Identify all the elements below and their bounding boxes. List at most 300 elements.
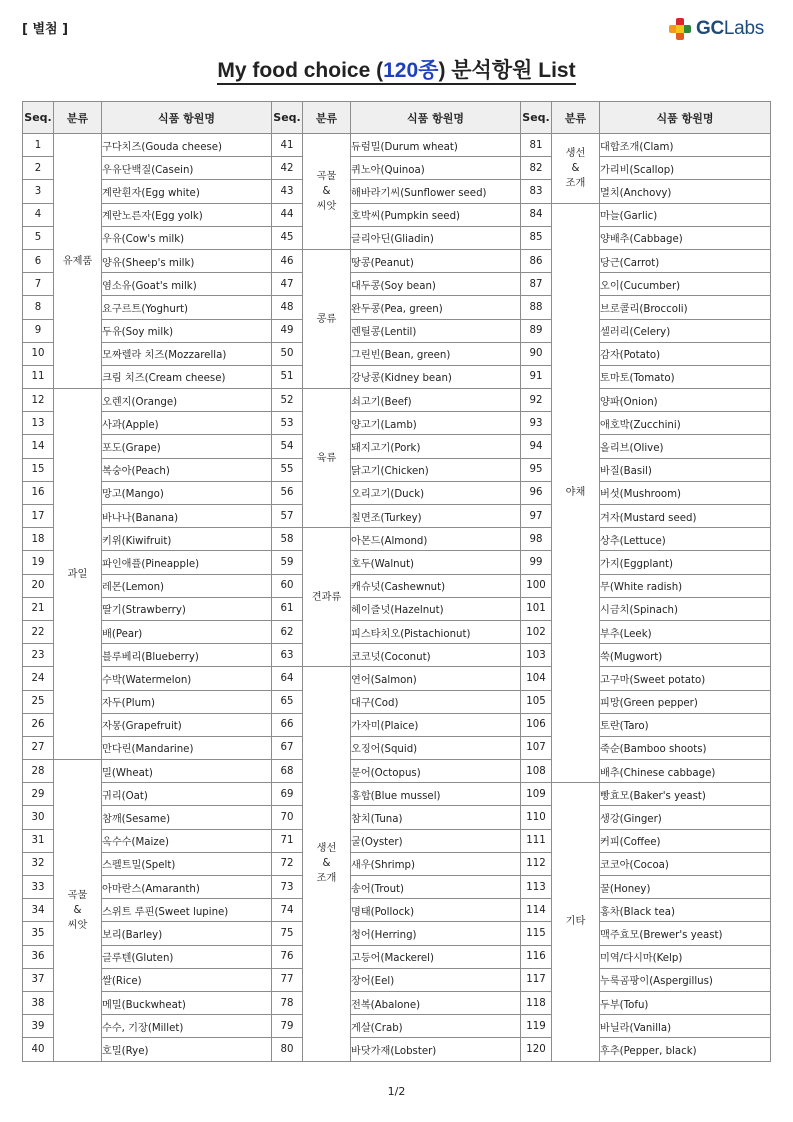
food-item-name: 완두콩(Pea, green) xyxy=(351,296,521,319)
food-item-name: 셀러리(Celery) xyxy=(600,319,771,342)
seq-cell: 53 xyxy=(272,412,303,435)
food-item-name: 부추(Leek) xyxy=(600,620,771,643)
food-item-name: 애호박(Zucchini) xyxy=(600,412,771,435)
category-label: 생선 xyxy=(565,147,586,159)
seq-cell: 97 xyxy=(521,505,552,528)
food-item-name: 참치(Tuna) xyxy=(351,806,521,829)
food-item-name: 바닐라(Vanilla) xyxy=(600,1015,771,1038)
seq-cell: 77 xyxy=(272,968,303,991)
food-item-name: 수수, 기장(Millet) xyxy=(102,1015,272,1038)
table-row xyxy=(23,899,771,922)
seq-cell: 101 xyxy=(521,597,552,620)
food-item-name: 배(Pear) xyxy=(102,620,272,643)
gc-labs-logo xyxy=(668,14,764,44)
food-item-name: 후추(Pepper, black) xyxy=(600,1038,771,1061)
category-cell xyxy=(303,667,351,1061)
food-item-name: 우유(Cow's milk) xyxy=(102,226,272,249)
category-label: 기타 xyxy=(565,916,586,928)
table-row xyxy=(23,922,771,945)
food-item-name: 크림 치즈(Cream cheese) xyxy=(102,365,272,388)
seq-cell: 50 xyxy=(272,342,303,365)
table-row xyxy=(23,319,771,342)
category-label: 생선 xyxy=(316,843,337,855)
table-row xyxy=(23,435,771,458)
table-row xyxy=(23,342,771,365)
food-item-name: 밀(Wheat) xyxy=(102,760,272,783)
category-label: 곡물 xyxy=(316,170,337,182)
food-item-name: 파인애플(Pineapple) xyxy=(102,551,272,574)
table-row xyxy=(23,574,771,597)
food-item-name: 피스타치오(Pistachionut) xyxy=(351,620,521,643)
table-row xyxy=(23,667,771,690)
table-row xyxy=(23,551,771,574)
food-item-name: 자두(Plum) xyxy=(102,690,272,713)
food-item-name: 칠면조(Turkey) xyxy=(351,505,521,528)
food-item-name: 홍차(Black tea) xyxy=(600,899,771,922)
header-seq: Seq. xyxy=(272,102,303,134)
food-item-name: 청어(Herring) xyxy=(351,922,521,945)
table-row xyxy=(23,458,771,481)
food-item-name: 계란노른자(Egg yolk) xyxy=(102,203,272,226)
table-row xyxy=(23,991,771,1014)
food-item-name: 옥수수(Maize) xyxy=(102,829,272,852)
seq-cell: 31 xyxy=(23,829,54,852)
table-row xyxy=(23,713,771,736)
category-cell xyxy=(54,389,102,760)
food-item-name: 고등어(Mackerel) xyxy=(351,945,521,968)
seq-cell: 69 xyxy=(272,783,303,806)
food-item-name: 스펠트밀(Spelt) xyxy=(102,852,272,875)
table-row xyxy=(23,1038,771,1061)
seq-cell: 21 xyxy=(23,597,54,620)
food-item-name: 아마란스(Amaranth) xyxy=(102,876,272,899)
food-item-name: 코코아(Cocoa) xyxy=(600,852,771,875)
logo-labs: Labs xyxy=(723,18,764,39)
food-item-name: 만다린(Mandarine) xyxy=(102,736,272,759)
seq-cell: 76 xyxy=(272,945,303,968)
food-item-name: 요구르트(Yoghurt) xyxy=(102,296,272,319)
food-item-name: 모짜렐라 치즈(Mozzarella) xyxy=(102,342,272,365)
food-item-name: 상추(Lettuce) xyxy=(600,528,771,551)
table-row xyxy=(23,806,771,829)
food-item-name: 그린빈(Bean, green) xyxy=(351,342,521,365)
seq-cell: 108 xyxy=(521,760,552,783)
seq-cell: 82 xyxy=(521,157,552,180)
category-cell xyxy=(54,134,102,389)
seq-cell: 28 xyxy=(23,760,54,783)
seq-cell: 16 xyxy=(23,481,54,504)
food-item-name: 블루베리(Blueberry) xyxy=(102,644,272,667)
food-item-name: 바닷가재(Lobster) xyxy=(351,1038,521,1061)
food-item-name: 감자(Potato) xyxy=(600,342,771,365)
food-item-name: 대합조개(Clam) xyxy=(600,134,771,157)
seq-cell: 40 xyxy=(23,1038,54,1061)
seq-cell: 57 xyxy=(272,505,303,528)
seq-cell: 70 xyxy=(272,806,303,829)
food-item-name: 마늘(Garlic) xyxy=(600,203,771,226)
food-item-name: 해바라기씨(Sunflower seed) xyxy=(351,180,521,203)
table-row xyxy=(23,968,771,991)
food-item-name: 두유(Soy milk) xyxy=(102,319,272,342)
category-label: & xyxy=(322,185,331,197)
seq-cell: 27 xyxy=(23,736,54,759)
table-row xyxy=(23,180,771,203)
seq-cell: 25 xyxy=(23,690,54,713)
seq-cell: 116 xyxy=(521,945,552,968)
seq-cell: 92 xyxy=(521,389,552,412)
table-row xyxy=(23,226,771,249)
food-item-name: 당근(Carrot) xyxy=(600,249,771,272)
seq-cell: 105 xyxy=(521,690,552,713)
seq-cell: 111 xyxy=(521,829,552,852)
food-item-name: 가자미(Plaice) xyxy=(351,713,521,736)
category-label: 야채 xyxy=(565,487,586,499)
food-item-name: 호두(Walnut) xyxy=(351,551,521,574)
seq-cell: 120 xyxy=(521,1038,552,1061)
seq-cell: 19 xyxy=(23,551,54,574)
food-item-name: 무(White radish) xyxy=(600,574,771,597)
food-item-name: 돼지고기(Pork) xyxy=(351,435,521,458)
food-item-name: 두부(Tofu) xyxy=(600,991,771,1014)
seq-cell: 42 xyxy=(272,157,303,180)
food-item-name: 빵효모(Baker's yeast) xyxy=(600,783,771,806)
seq-cell: 102 xyxy=(521,620,552,643)
food-item-name: 대구(Cod) xyxy=(351,690,521,713)
seq-cell: 29 xyxy=(23,783,54,806)
food-item-name: 포도(Grape) xyxy=(102,435,272,458)
category-label: 견과류 xyxy=(311,591,342,603)
food-item-name: 코코넛(Coconut) xyxy=(351,644,521,667)
food-item-name: 쌀(Rice) xyxy=(102,968,272,991)
table-row xyxy=(23,760,771,783)
food-item-name: 송어(Trout) xyxy=(351,876,521,899)
food-item-name: 토마토(Tomato) xyxy=(600,365,771,388)
food-item-name: 미역/다시마(Kelp) xyxy=(600,945,771,968)
food-item-name: 새우(Shrimp) xyxy=(351,852,521,875)
food-item-name: 메밀(Buckwheat) xyxy=(102,991,272,1014)
food-item-name: 멸치(Anchovy) xyxy=(600,180,771,203)
food-item-name: 호박씨(Pumpkin seed) xyxy=(351,203,521,226)
category-label: 조개 xyxy=(316,873,337,885)
seq-cell: 34 xyxy=(23,899,54,922)
table-row xyxy=(23,783,771,806)
table-row xyxy=(23,876,771,899)
seq-cell: 119 xyxy=(521,1015,552,1038)
food-item-name: 양유(Sheep's milk) xyxy=(102,249,272,272)
seq-cell: 51 xyxy=(272,365,303,388)
food-item-name: 오이(Cucumber) xyxy=(600,273,771,296)
header-seq: Seq. xyxy=(521,102,552,134)
seq-cell: 98 xyxy=(521,528,552,551)
food-item-name: 우유단백질(Casein) xyxy=(102,157,272,180)
seq-cell: 60 xyxy=(272,574,303,597)
category-cell xyxy=(303,249,351,388)
seq-cell: 33 xyxy=(23,876,54,899)
seq-cell: 78 xyxy=(272,991,303,1014)
food-item-name: 가지(Eggplant) xyxy=(600,551,771,574)
category-cell xyxy=(552,203,600,783)
table-row xyxy=(23,365,771,388)
seq-cell: 112 xyxy=(521,852,552,875)
food-item-name: 복숭아(Peach) xyxy=(102,458,272,481)
seq-cell: 2 xyxy=(23,157,54,180)
category-label: 씨앗 xyxy=(316,200,337,212)
food-item-name: 계란흰자(Egg white) xyxy=(102,180,272,203)
seq-cell: 36 xyxy=(23,945,54,968)
table-row xyxy=(23,412,771,435)
seq-cell: 99 xyxy=(521,551,552,574)
food-item-name: 키위(Kiwifruit) xyxy=(102,528,272,551)
food-item-name: 가리비(Scallop) xyxy=(600,157,771,180)
food-item-name: 시금치(Spinach) xyxy=(600,597,771,620)
table-row xyxy=(23,481,771,504)
seq-cell: 72 xyxy=(272,852,303,875)
seq-cell: 63 xyxy=(272,644,303,667)
food-item-name: 수박(Watermelon) xyxy=(102,667,272,690)
food-item-name: 토란(Taro) xyxy=(600,713,771,736)
page-number: 1/2 xyxy=(387,1085,406,1098)
seq-cell: 96 xyxy=(521,481,552,504)
category-label: 조개 xyxy=(565,177,586,189)
food-item-name: 연어(Salmon) xyxy=(351,667,521,690)
table-row xyxy=(23,597,771,620)
seq-cell: 89 xyxy=(521,319,552,342)
food-item-name: 글루텐(Gluten) xyxy=(102,945,272,968)
table-row xyxy=(23,249,771,272)
food-item-name: 쇠고기(Beef) xyxy=(351,389,521,412)
table-row xyxy=(23,203,771,226)
seq-cell: 15 xyxy=(23,458,54,481)
seq-cell: 80 xyxy=(272,1038,303,1061)
seq-cell: 55 xyxy=(272,458,303,481)
food-item-name: 호밀(Rye) xyxy=(102,1038,272,1061)
seq-cell: 68 xyxy=(272,760,303,783)
food-item-name: 양고기(Lamb) xyxy=(351,412,521,435)
seq-cell: 41 xyxy=(272,134,303,157)
seq-cell: 107 xyxy=(521,736,552,759)
seq-cell: 85 xyxy=(521,226,552,249)
seq-cell: 49 xyxy=(272,319,303,342)
seq-cell: 74 xyxy=(272,899,303,922)
seq-cell: 45 xyxy=(272,226,303,249)
seq-cell: 17 xyxy=(23,505,54,528)
food-item-name: 누룩곰팡이(Aspergillus) xyxy=(600,968,771,991)
category-label: & xyxy=(73,904,82,916)
table-row xyxy=(23,644,771,667)
category-cell xyxy=(303,134,351,250)
header-item: 식품 항원명 xyxy=(600,102,771,134)
seq-cell: 67 xyxy=(272,736,303,759)
table-row xyxy=(23,273,771,296)
seq-cell: 118 xyxy=(521,991,552,1014)
category-label: 육류 xyxy=(316,452,337,464)
food-item-name: 바나나(Banana) xyxy=(102,505,272,528)
seq-cell: 22 xyxy=(23,620,54,643)
page-title xyxy=(0,54,793,84)
food-item-name: 전복(Abalone) xyxy=(351,991,521,1014)
table-header-row xyxy=(23,102,771,134)
seq-cell: 83 xyxy=(521,180,552,203)
category-label: 과일 xyxy=(67,568,88,580)
food-item-name: 오징어(Squid) xyxy=(351,736,521,759)
food-item-name: 구다치즈(Gouda cheese) xyxy=(102,134,272,157)
food-item-name: 아몬드(Almond) xyxy=(351,528,521,551)
food-item-name: 렌틸콩(Lentil) xyxy=(351,319,521,342)
food-item-name: 고구마(Sweet potato) xyxy=(600,667,771,690)
food-item-name: 글리아딘(Gliadin) xyxy=(351,226,521,249)
food-item-name: 레몬(Lemon) xyxy=(102,574,272,597)
category-cell xyxy=(303,389,351,528)
table-row xyxy=(23,505,771,528)
food-item-name: 양파(Onion) xyxy=(600,389,771,412)
table-row xyxy=(23,852,771,875)
food-item-name: 버섯(Mushroom) xyxy=(600,481,771,504)
table-row xyxy=(23,296,771,319)
seq-cell: 56 xyxy=(272,481,303,504)
seq-cell: 39 xyxy=(23,1015,54,1038)
food-item-name: 양배추(Cabbage) xyxy=(600,226,771,249)
seq-cell: 90 xyxy=(521,342,552,365)
seq-cell: 93 xyxy=(521,412,552,435)
category-label: 곡물 xyxy=(67,889,88,901)
seq-cell: 58 xyxy=(272,528,303,551)
seq-cell: 110 xyxy=(521,806,552,829)
category-label: & xyxy=(322,858,331,870)
category-label: & xyxy=(571,162,580,174)
category-cell xyxy=(303,528,351,667)
header-item: 식품 항원명 xyxy=(351,102,521,134)
table-row xyxy=(23,620,771,643)
seq-cell: 61 xyxy=(272,597,303,620)
seq-cell: 100 xyxy=(521,574,552,597)
food-item-name: 올리브(Olive) xyxy=(600,435,771,458)
seq-cell: 43 xyxy=(272,180,303,203)
table-row xyxy=(23,736,771,759)
table-row xyxy=(23,528,771,551)
seq-cell: 12 xyxy=(23,389,54,412)
food-item-name: 배추(Chinese cabbage) xyxy=(600,760,771,783)
seq-cell: 106 xyxy=(521,713,552,736)
seq-cell: 4 xyxy=(23,203,54,226)
seq-cell: 95 xyxy=(521,458,552,481)
food-item-name: 피망(Green pepper) xyxy=(600,690,771,713)
cross-logo-icon xyxy=(668,17,692,41)
seq-cell: 6 xyxy=(23,249,54,272)
seq-cell: 10 xyxy=(23,342,54,365)
category-label: 유제품 xyxy=(62,255,93,267)
seq-cell: 5 xyxy=(23,226,54,249)
seq-cell: 79 xyxy=(272,1015,303,1038)
seq-cell: 75 xyxy=(272,922,303,945)
food-item-name: 보리(Barley) xyxy=(102,922,272,945)
seq-cell: 24 xyxy=(23,667,54,690)
seq-cell: 103 xyxy=(521,644,552,667)
allergen-table xyxy=(22,101,771,1062)
seq-cell: 94 xyxy=(521,435,552,458)
seq-cell: 115 xyxy=(521,922,552,945)
food-item-name: 사과(Apple) xyxy=(102,412,272,435)
seq-cell: 37 xyxy=(23,968,54,991)
table-row xyxy=(23,829,771,852)
food-item-name: 명태(Pollock) xyxy=(351,899,521,922)
food-item-name: 쑥(Mugwort) xyxy=(600,644,771,667)
food-item-name: 대두콩(Soy bean) xyxy=(351,273,521,296)
seq-cell: 113 xyxy=(521,876,552,899)
food-item-name: 참깨(Sesame) xyxy=(102,806,272,829)
seq-cell: 71 xyxy=(272,829,303,852)
food-item-name: 스위트 루핀(Sweet lupine) xyxy=(102,899,272,922)
food-item-name: 닭고기(Chicken) xyxy=(351,458,521,481)
seq-cell: 87 xyxy=(521,273,552,296)
table-row xyxy=(23,157,771,180)
seq-cell: 117 xyxy=(521,968,552,991)
food-item-name: 염소유(Goat's milk) xyxy=(102,273,272,296)
header-seq: Seq. xyxy=(23,102,54,134)
seq-cell: 3 xyxy=(23,180,54,203)
attachment-label: [ 별첨 ] xyxy=(22,22,69,37)
title-prefix: My food choice ( xyxy=(217,59,384,82)
seq-cell: 30 xyxy=(23,806,54,829)
seq-cell: 23 xyxy=(23,644,54,667)
food-item-name: 자몽(Grapefruit) xyxy=(102,713,272,736)
seq-cell: 66 xyxy=(272,713,303,736)
category-label: 콩류 xyxy=(316,313,337,325)
food-item-name: 강낭콩(Kidney bean) xyxy=(351,365,521,388)
table-row xyxy=(23,1015,771,1038)
seq-cell: 7 xyxy=(23,273,54,296)
food-item-name: 듀럼밀(Durum wheat) xyxy=(351,134,521,157)
seq-cell: 86 xyxy=(521,249,552,272)
header-category: 분류 xyxy=(54,102,102,134)
logo-text xyxy=(696,18,764,40)
food-item-name: 딸기(Strawberry) xyxy=(102,597,272,620)
seq-cell: 18 xyxy=(23,528,54,551)
seq-cell: 44 xyxy=(272,203,303,226)
seq-cell: 81 xyxy=(521,134,552,157)
food-item-name: 오렌지(Orange) xyxy=(102,389,272,412)
seq-cell: 46 xyxy=(272,249,303,272)
seq-cell: 54 xyxy=(272,435,303,458)
seq-cell: 84 xyxy=(521,203,552,226)
seq-cell: 104 xyxy=(521,667,552,690)
seq-cell: 109 xyxy=(521,783,552,806)
seq-cell: 8 xyxy=(23,296,54,319)
seq-cell: 14 xyxy=(23,435,54,458)
header-category: 분류 xyxy=(303,102,351,134)
table-row xyxy=(23,134,771,157)
logo-gc: GC xyxy=(696,18,724,39)
seq-cell: 11 xyxy=(23,365,54,388)
seq-cell: 32 xyxy=(23,852,54,875)
title-count: 120종 xyxy=(383,59,439,82)
food-item-name: 홍합(Blue mussel) xyxy=(351,783,521,806)
food-item-name: 브로콜리(Broccoli) xyxy=(600,296,771,319)
food-item-name: 생강(Ginger) xyxy=(600,806,771,829)
food-item-name: 맥주효모(Brewer's yeast) xyxy=(600,922,771,945)
food-item-name: 바질(Basil) xyxy=(600,458,771,481)
category-cell xyxy=(552,134,600,204)
header-item: 식품 항원명 xyxy=(102,102,272,134)
seq-cell: 1 xyxy=(23,134,54,157)
food-item-name: 헤이즐넛(Hazelnut) xyxy=(351,597,521,620)
seq-cell: 35 xyxy=(23,922,54,945)
food-item-name: 오리고기(Duck) xyxy=(351,481,521,504)
table-row xyxy=(23,690,771,713)
food-item-name: 문어(Octopus) xyxy=(351,760,521,783)
seq-cell: 59 xyxy=(272,551,303,574)
category-cell xyxy=(54,760,102,1061)
food-item-name: 퀴노아(Quinoa) xyxy=(351,157,521,180)
